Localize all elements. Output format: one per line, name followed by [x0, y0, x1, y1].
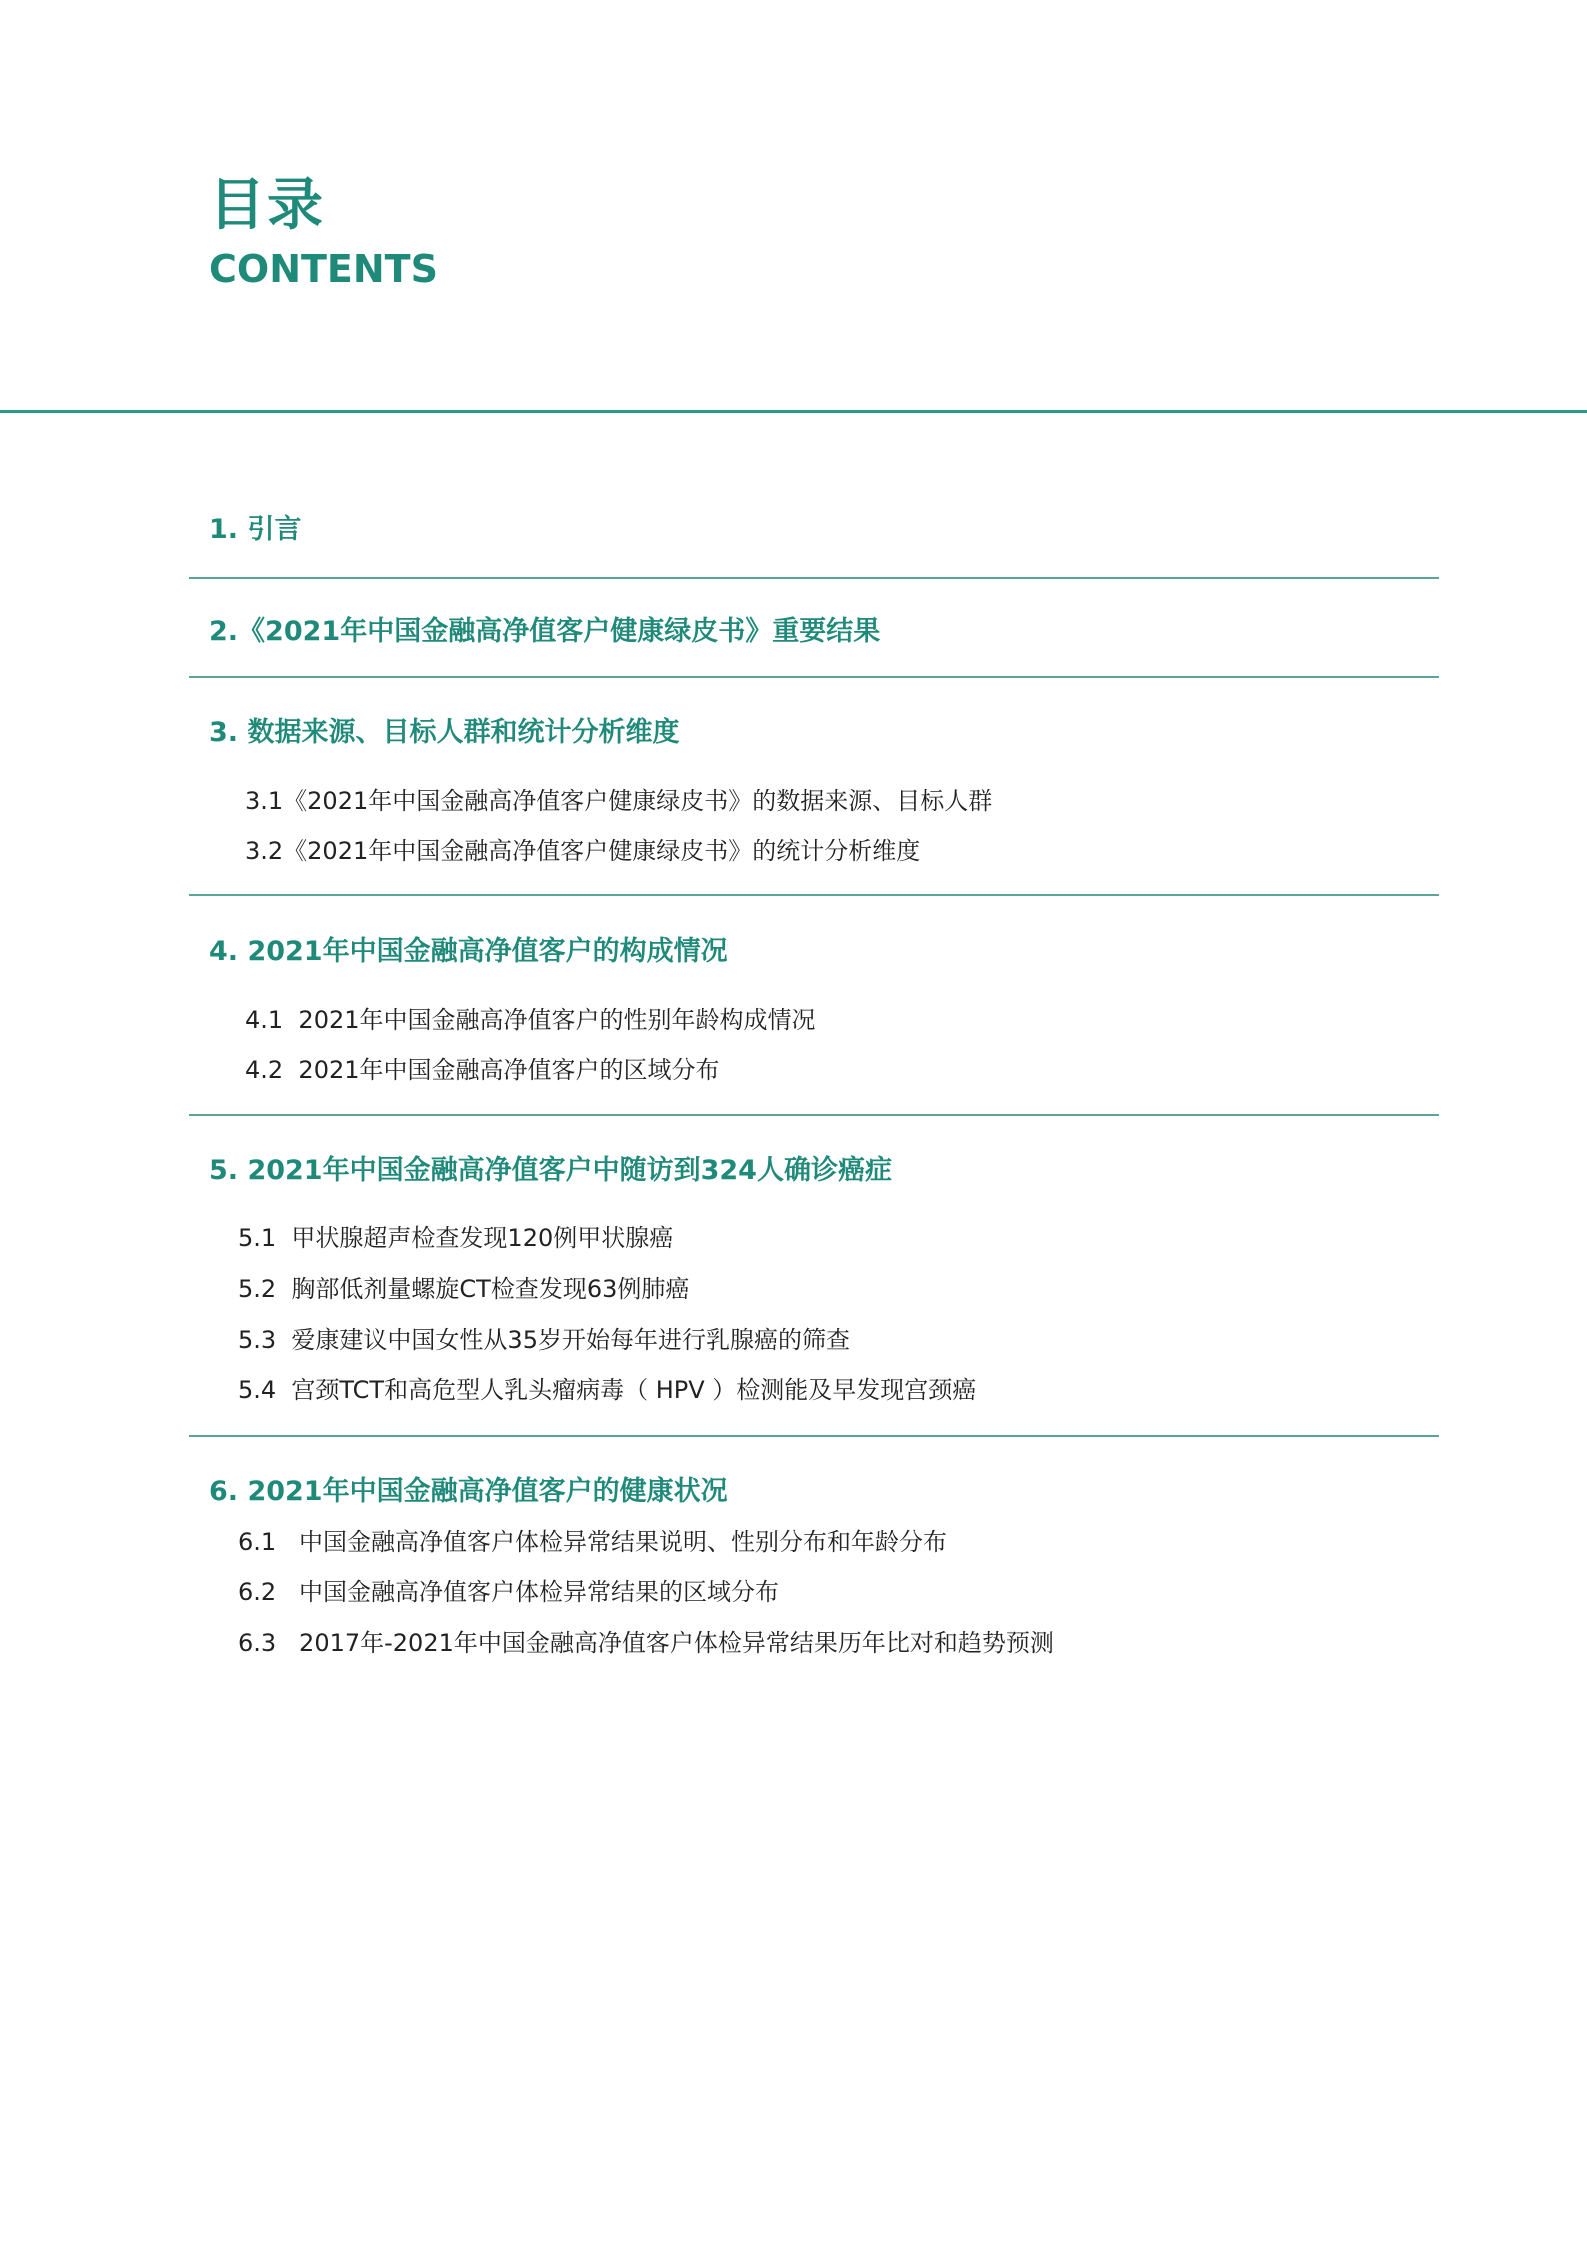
section-divider [189, 894, 1439, 896]
toc-item-4-1[interactable]: 4.1 2021年中国金融高净值客户的性别年龄构成情况 [245, 1006, 816, 1034]
toc-section-1[interactable]: 1. 引言 [209, 514, 302, 545]
toc-item-5-3[interactable]: 5.3 爱康建议中国女性从35岁开始每年进行乳腺癌的筛查 [238, 1326, 850, 1354]
toc-item-6-1[interactable]: 6.1 中国金融高净值客户体检异常结果说明、性别分布和年龄分布 [238, 1528, 948, 1556]
section-divider [189, 1435, 1439, 1437]
section-divider [189, 676, 1439, 678]
toc-section-3[interactable]: 3. 数据来源、目标人群和统计分析维度 [209, 717, 680, 748]
section-divider [189, 577, 1439, 579]
toc-item-6-3[interactable]: 6.3 2017年-2021年中国金融高净值客户体检异常结果历年比对和趋势预测 [238, 1629, 1054, 1657]
toc-section-4[interactable]: 4. 2021年中国金融高净值客户的构成情况 [209, 936, 728, 967]
toc-item-5-2[interactable]: 5.2 胸部低剂量螺旋CT检查发现63例肺癌 [238, 1275, 690, 1303]
toc-item-3-1[interactable]: 3.1《2021年中国金融高净值客户健康绿皮书》的数据来源、目标人群 [245, 787, 993, 815]
page-title-cn: 目录 [209, 173, 325, 238]
toc-item-5-1[interactable]: 5.1 甲状腺超声检查发现120例甲状腺癌 [238, 1224, 674, 1252]
section-divider [189, 1114, 1439, 1116]
page-title-en: CONTENTS [209, 247, 438, 291]
toc-item-6-2[interactable]: 6.2 中国金融高净值客户体检异常结果的区域分布 [238, 1578, 780, 1606]
toc-item-4-2[interactable]: 4.2 2021年中国金融高净值客户的区域分布 [245, 1056, 720, 1084]
toc-section-5[interactable]: 5. 2021年中国金融高净值客户中随访到324人确诊癌症 [209, 1155, 892, 1186]
toc-item-3-2[interactable]: 3.2《2021年中国金融高净值客户健康绿皮书》的统计分析维度 [245, 837, 921, 865]
toc-item-5-4[interactable]: 5.4 宫颈TCT和高危型人乳头瘤病毒（ HPV ）检测能及早发现宫颈癌 [238, 1376, 977, 1404]
toc-section-2[interactable]: 2.《2021年中国金融高净值客户健康绿皮书》重要结果 [209, 616, 881, 647]
toc-section-6[interactable]: 6. 2021年中国金融高净值客户的健康状况 [209, 1476, 728, 1507]
